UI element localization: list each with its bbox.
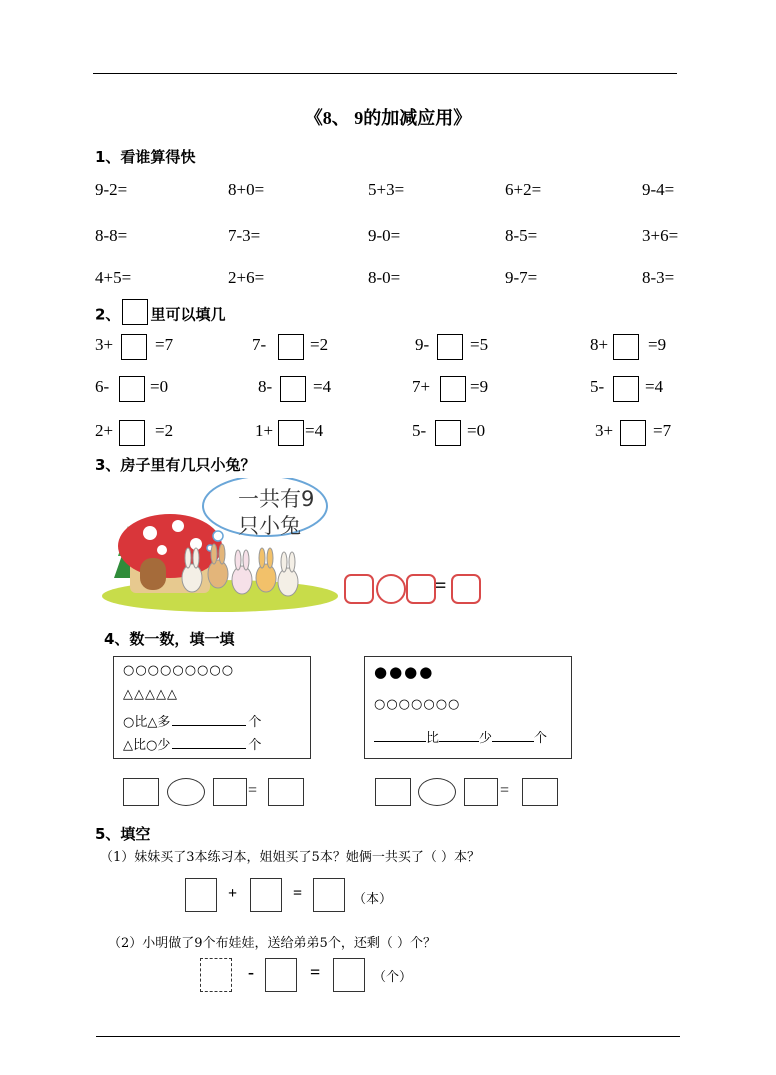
circle-row: ○○○○○○○○○ xyxy=(123,663,235,678)
less-unit: 个 xyxy=(248,738,262,753)
top-rule xyxy=(93,73,677,74)
expression: 9-7= xyxy=(505,268,538,287)
red-box-2[interactable] xyxy=(406,574,436,604)
question-2: （2）小明做了9个布娃娃，送给弟弟5个，还剩（ ）个？ xyxy=(108,936,436,951)
answer-box[interactable] xyxy=(440,376,466,402)
expression: 6+2= xyxy=(505,180,542,199)
q2-minus: - xyxy=(248,962,254,982)
q2-box-dashed[interactable] xyxy=(200,958,232,992)
fill-result: =4 xyxy=(305,421,324,440)
red-box-1[interactable] xyxy=(344,574,374,604)
more-unit: 个 xyxy=(248,715,262,730)
eq4-right-equals: = xyxy=(500,782,510,799)
more-blank[interactable] xyxy=(172,725,246,726)
q2-equals: = xyxy=(310,962,321,982)
q2-box-3[interactable] xyxy=(333,958,365,992)
answer-box[interactable] xyxy=(278,334,304,360)
section-2-suffix: 里可以填几 xyxy=(150,305,226,324)
red-box-3[interactable] xyxy=(451,574,481,604)
rabbit-4 xyxy=(256,548,276,592)
fill-left-operand: 7+ xyxy=(412,377,431,396)
answer-box[interactable] xyxy=(620,420,646,446)
fill-left-operand: 1+ xyxy=(255,421,274,440)
eq4-right-box-3[interactable] xyxy=(522,778,558,806)
less-text: △比○少 xyxy=(123,738,171,753)
expression: 8-8= xyxy=(95,226,128,245)
dot-row: ●●●● xyxy=(374,663,435,681)
less-blank[interactable] xyxy=(172,748,246,749)
answer-box[interactable] xyxy=(121,334,147,360)
page-title: 《8、 9的加减应用》 xyxy=(304,108,472,128)
fill-result: =4 xyxy=(645,377,664,396)
q2-unit: （个） xyxy=(373,970,413,985)
expression: 8-5= xyxy=(505,226,538,245)
answer-box[interactable] xyxy=(435,420,461,446)
mushroom-roof xyxy=(118,514,222,578)
eq4-right-box-1[interactable] xyxy=(375,778,411,806)
left-count-card xyxy=(113,656,311,759)
expression: 4+5= xyxy=(95,268,132,287)
eq4-left-circle[interactable] xyxy=(167,778,205,806)
rabbit-3 xyxy=(232,550,252,594)
section-4-heading: 4、数一数，填一填 xyxy=(104,630,235,648)
bubble-line-2: 只小兔 xyxy=(238,514,301,538)
q1-box-3[interactable] xyxy=(313,878,345,912)
compare-than: 比 xyxy=(426,731,440,746)
fill-result: =0 xyxy=(467,421,486,440)
fill-left-operand: 8- xyxy=(258,377,273,396)
expression: 8-0= xyxy=(368,268,401,287)
q1-plus: + xyxy=(228,885,238,902)
fill-result: =7 xyxy=(155,335,174,354)
expression: 7-3= xyxy=(228,226,261,245)
fill-result: =2 xyxy=(155,421,174,440)
answer-box[interactable] xyxy=(437,334,463,360)
compare-unit: 个 xyxy=(534,731,548,746)
answer-box[interactable] xyxy=(119,376,145,402)
answer-box[interactable] xyxy=(613,376,639,402)
fill-left-operand: 6- xyxy=(95,377,110,396)
q2-box-2[interactable] xyxy=(265,958,297,992)
fill-result: =5 xyxy=(470,335,489,354)
fill-result: =7 xyxy=(653,421,672,440)
section-2-heading xyxy=(95,302,225,328)
q1-box-1[interactable] xyxy=(185,878,217,912)
expression: 3+6= xyxy=(642,226,679,245)
fill-left-operand: 8+ xyxy=(590,335,609,354)
answer-box[interactable] xyxy=(278,420,304,446)
circle-row-2: ○○○○○○○ xyxy=(374,697,461,712)
right-count-card xyxy=(364,656,572,759)
question-1: （1）妹妹买了3本练习本，姐姐买了5本？她俩一共买了（ ）本？ xyxy=(100,850,480,865)
answer-box[interactable] xyxy=(280,376,306,402)
bubble-text xyxy=(238,486,314,540)
bubble-line-1: 一共有9 xyxy=(238,487,315,511)
more-text: ○比△多 xyxy=(123,715,171,730)
fill-left-operand: 5- xyxy=(590,377,605,396)
eq4-left-box-3[interactable] xyxy=(268,778,304,806)
less-line xyxy=(123,734,261,753)
fill-result: =4 xyxy=(313,377,332,396)
eq4-right-box-2[interactable] xyxy=(464,778,498,806)
eq4-left-box-2[interactable] xyxy=(213,778,247,806)
compare-less: 少 xyxy=(479,731,493,746)
section-3-heading: 3、房子里有几只小兔？ xyxy=(95,456,256,474)
section-1-heading: 1、看谁算得快 xyxy=(95,148,196,166)
fill-left-operand: 7- xyxy=(252,335,267,354)
fill-result: =0 xyxy=(150,377,169,396)
compare-blank-2[interactable] xyxy=(439,741,479,742)
section-5-heading: 5、填空 xyxy=(95,825,151,843)
bottom-rule xyxy=(96,1036,680,1037)
expression: 9-4= xyxy=(642,180,675,199)
compare-blank-3[interactable] xyxy=(492,741,534,742)
fill-left-operand: 3+ xyxy=(595,421,614,440)
answer-box[interactable] xyxy=(613,334,639,360)
fill-left-operand: 2+ xyxy=(95,421,114,440)
red-circle[interactable] xyxy=(376,574,406,604)
answer-box-legend xyxy=(122,299,148,325)
answer-box[interactable] xyxy=(119,420,145,446)
eq4-right-circle[interactable] xyxy=(418,778,456,806)
q1-equals: = xyxy=(293,885,303,902)
expression: 9-0= xyxy=(368,226,401,245)
section-2-prefix: 2、 xyxy=(95,305,121,324)
fill-left-operand: 9- xyxy=(415,335,430,354)
fill-left-operand: 5- xyxy=(412,421,427,440)
fill-left-operand: 3+ xyxy=(95,335,114,354)
triangle-row: △△△△△ xyxy=(123,687,178,702)
fill-result: =9 xyxy=(470,377,489,396)
q1-box-2[interactable] xyxy=(250,878,282,912)
expression: 8+0= xyxy=(228,180,265,199)
fill-result: =9 xyxy=(648,335,667,354)
equals-sign: = xyxy=(435,575,447,597)
compare-line xyxy=(374,727,547,746)
q1-unit: （本） xyxy=(353,892,393,907)
expression: 8-3= xyxy=(642,268,675,287)
eq4-left-equals: = xyxy=(248,782,258,799)
expression: 2+6= xyxy=(228,268,265,287)
compare-blank-1[interactable] xyxy=(374,741,426,742)
fill-result: =2 xyxy=(310,335,329,354)
eq4-left-box-1[interactable] xyxy=(123,778,159,806)
more-line xyxy=(123,711,261,730)
expression: 9-2= xyxy=(95,180,128,199)
expression: 5+3= xyxy=(368,180,405,199)
rabbit-5 xyxy=(278,552,298,596)
